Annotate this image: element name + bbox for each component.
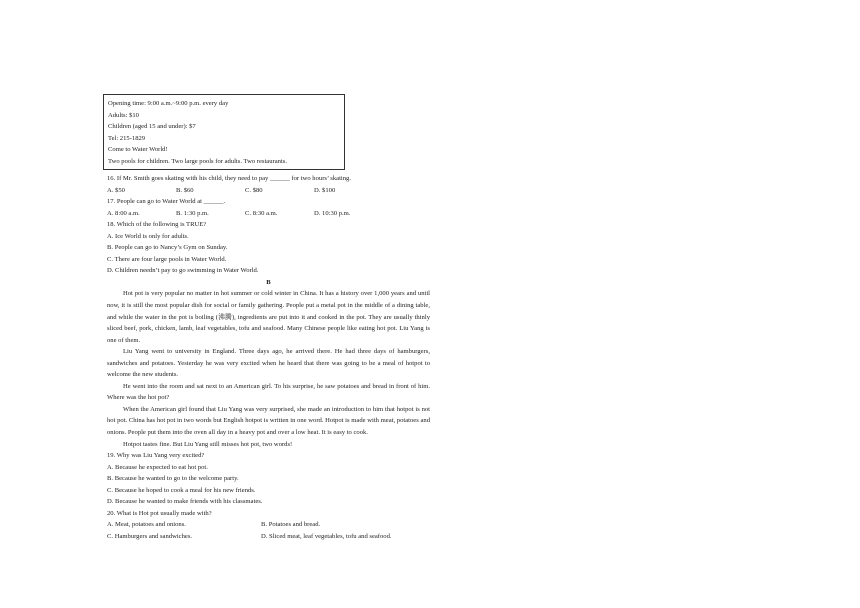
q19-option-a: A. Because he expected to eat hot pot. bbox=[107, 463, 208, 471]
q18-option-c: C. There are four large pools in Water World. bbox=[107, 255, 227, 263]
question-18-stem: 18. Which of the following is TRUE? bbox=[107, 221, 207, 229]
q20-option-c: C. Hamburgers and sandwiches. bbox=[107, 532, 193, 540]
q20-option-d: D. Sliced meat, leaf vegetables, tofu and seafood. bbox=[261, 532, 392, 540]
notice-line-slogan: Come to Water World! bbox=[108, 146, 168, 154]
question-20-options-row-2 bbox=[107, 531, 430, 543]
q18-option-d: D. Children needn’t pay to go swimming in Water World. bbox=[107, 267, 259, 275]
passage-paragraph-1: Hot pot is very popular no matter in hot summer or cold winter in China. It has a history over 1,000 years and until now, it is still the most popular dish for social or family gathering. People put a metal pot in the middle of a dining table, and while the water in the pot is boiling (沸腾), ingredients are put into it and cooked in the pot. They are usually thinly sliced beef, pork, chicken, lamb, leaf vegetables, tofu and seafood. Many Chinese people like eating hot pot. Liu Yang is one of them. bbox=[107, 290, 430, 344]
passage-paragraph-3: He went into the room and sat next to an American girl. To his surprise, he saw potatoes and bread in front of him. Where was the hot pot? bbox=[107, 382, 430, 402]
q16-option-a: A. $50 bbox=[107, 186, 125, 194]
q17-option-d: D. 10:30 p.m. bbox=[314, 209, 351, 217]
q19-option-c: C. Because he hoped to cook a meal for his new friends. bbox=[107, 486, 256, 494]
question-20-options-row-1 bbox=[107, 519, 430, 531]
q17-option-b: B. 1:30 p.m. bbox=[176, 209, 209, 217]
notice-line-opening-time: Opening time: 9:00 a.m.~9:00 p.m. every day bbox=[108, 100, 229, 107]
passage-paragraph-5: Hotpot tastes fine. But Liu Yang still misses hot pot, two words! bbox=[123, 440, 293, 448]
notice-line-adult-price: Adults: $10 bbox=[108, 111, 139, 119]
q16-option-d: D. $100 bbox=[314, 186, 336, 194]
q20-option-b: B. Potatoes and bread. bbox=[261, 521, 321, 529]
q19-option-d: D. Because he wanted to make friends with his classmates. bbox=[107, 498, 263, 506]
q17-option-a: A. 8:00 a.m. bbox=[107, 209, 140, 217]
passage-paragraph-2: Liu Yang went to university in England. Three days ago, he arrived there. He had three days of hamburgers, sandwiches and potatoes. Yesterday he was very excited when he heard that there was going to be a meal of hotpot to welcome the new students. bbox=[107, 348, 430, 379]
q18-option-a: A. Ice World is only for adults. bbox=[107, 232, 189, 240]
question-20-stem: 20. What is Hot pot usually made with? bbox=[107, 509, 212, 517]
q17-option-c: C. 8:30 a.m. bbox=[245, 209, 278, 217]
notice-line-child-price: Children (aged 15 and under): $7 bbox=[108, 123, 196, 131]
water-world-notice bbox=[103, 94, 345, 170]
q16-option-c: C. $80 bbox=[245, 186, 263, 194]
notice-line-telephone: Tel: 215-1829 bbox=[108, 134, 146, 142]
q20-option-a: A. Meat, potatoes and onions. bbox=[107, 521, 186, 529]
question-16-stem: 16. If Mr. Smith goes skating with his child, they need to pay ______ for two hours’ skating. bbox=[107, 175, 352, 182]
passage-paragraph-4: When the American girl found that Liu Yang was very surprised, she made an introduction to him that hotpot is not hot pot. China has hot pot in two words but English hotpot is written in one word. Hotpot is made with meat, potatoes and onions. People put them into the oven all day in a heavy pot and over a low heat. It is easy to cook. bbox=[107, 405, 430, 437]
question-19-stem: 19. Why was Liu Yang very excited? bbox=[107, 452, 205, 460]
exam-content bbox=[107, 173, 430, 543]
question-17-stem: 17. People can go to Water World at ______. bbox=[107, 198, 226, 206]
q19-option-b: B. Because he wanted to go to the welcome party. bbox=[107, 475, 239, 483]
section-b-title: B bbox=[266, 278, 271, 286]
notice-line-facilities: Two pools for children. Two large pools for adults. Two restaurants. bbox=[108, 157, 287, 165]
q18-option-b: B. People can go to Nancy’s Gym on Sunday. bbox=[107, 244, 228, 252]
question-17-options bbox=[107, 208, 430, 220]
q16-option-b: B. $60 bbox=[176, 186, 194, 194]
question-16-options bbox=[107, 185, 430, 197]
